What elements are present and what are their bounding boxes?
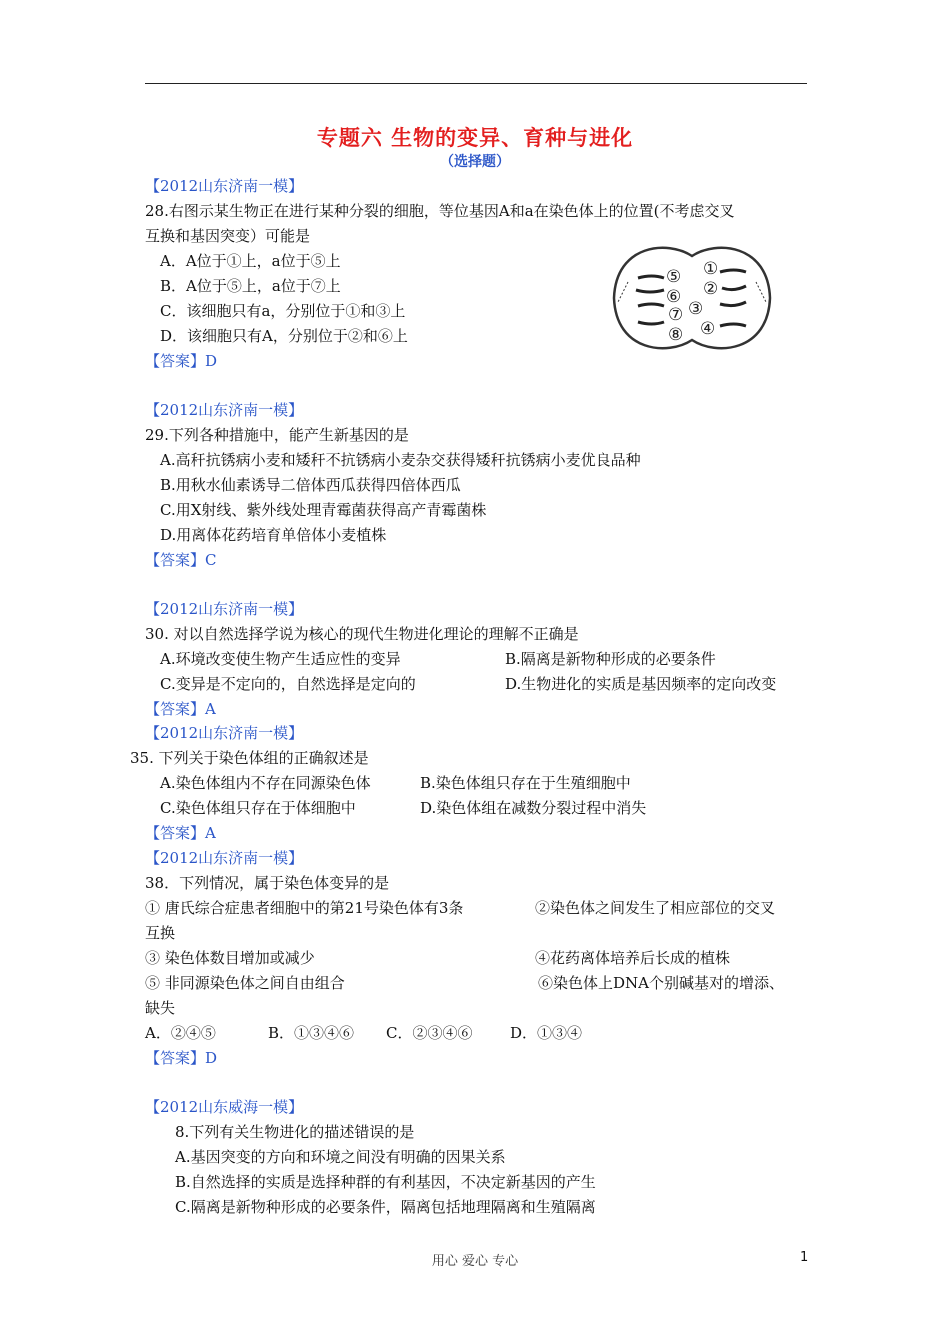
q38-item-3: ③ 染色体数目增加或减少 <box>145 949 315 967</box>
figure-label-8: ⑧ <box>668 325 684 345</box>
q38-stem: 38．下列情况，属于染色体变异的是 <box>145 874 390 892</box>
q35-option-c: C.染色体组只存在于体细胞中 <box>160 799 356 817</box>
figure-label-7: ⑦ <box>668 305 684 325</box>
q38-answer: 【答案】D <box>145 1049 218 1067</box>
q38-option-d: D．①③④ <box>510 1024 583 1042</box>
chromosome <box>638 304 664 306</box>
q35-source: 【2012山东济南一模】 <box>145 724 304 742</box>
q30-stem: 30. 对以自然选择学说为核心的现代生物进化理论的理解不正确是 <box>145 625 579 643</box>
figure-label-4: ④ <box>700 319 716 339</box>
q38-item-1: ① 唐氏综合症患者细胞中的第21号染色体有3条 <box>145 899 464 917</box>
q28-option-c: C．该细胞只有a，分别位于①和③上 <box>160 302 406 320</box>
q28-answer: 【答案】D <box>145 352 218 370</box>
q28-stem-1: 28.右图示某生物正在进行某种分裂的细胞，等位基因A和a在染色体上的位置(不考虑交叉 <box>145 202 735 220</box>
q28-option-d: D．该细胞只有A，分别位于②和⑥上 <box>160 327 408 345</box>
q8-option-a: A.基因突变的方向和环境之间没有明确的因果关系 <box>175 1148 506 1166</box>
q30-source: 【2012山东济南一模】 <box>145 600 304 618</box>
page-number: 1 <box>800 1250 809 1265</box>
q29-source: 【2012山东济南一模】 <box>145 401 304 419</box>
page-footer: 用心 爱心 专心 <box>431 1254 519 1269</box>
q8-option-b: B.自然选择的实质是选择种群的有利基因，不决定新基因的产生 <box>175 1173 596 1191</box>
figure-label-5: ⑤ <box>666 267 682 287</box>
q35-option-d: D.染色体组在减数分裂过程中消失 <box>420 799 647 817</box>
spindle-line <box>756 282 766 302</box>
page-subtitle: （选择题） <box>440 154 510 170</box>
spindle-line <box>618 282 628 302</box>
q38-option-c: C．②③④⑥ <box>386 1024 473 1042</box>
q30-option-d: D.生物进化的实质是基因频率的定向改变 <box>505 675 777 693</box>
figure-label-3: ③ <box>688 299 704 319</box>
q38-source: 【2012山东济南一模】 <box>145 849 304 867</box>
q28-source: 【2012山东济南一模】 <box>145 177 304 195</box>
q8-stem: 8.下列有关生物进化的描述错误的是 <box>175 1123 415 1141</box>
cell-division-figure <box>608 242 776 354</box>
chromosome <box>638 322 664 324</box>
q29-stem: 29.下列各种措施中，能产生新基因的是 <box>145 426 409 444</box>
chromosome <box>720 270 746 272</box>
figure-label-2: ② <box>703 279 719 299</box>
q35-stem: 35. 下列关于染色体组的正确叙述是 <box>130 749 369 767</box>
q30-answer: 【答案】A <box>145 700 216 718</box>
figure-label-6: ⑥ <box>666 287 682 307</box>
q28-stem-2: 互换和基因突变）可能是 <box>145 227 311 245</box>
q38-item-2: ②染色体之间发生了相应部位的交叉 <box>535 899 776 917</box>
chromosome <box>722 286 746 290</box>
q38-option-a: A．②④⑤ <box>145 1024 216 1042</box>
page-title: 专题六 生物的变异、育种与进化 <box>316 126 634 150</box>
q35-option-b: B.染色体组只存在于生殖细胞中 <box>420 774 631 792</box>
q29-option-d: D.用离体花药培育单倍体小麦植株 <box>160 526 387 544</box>
q29-option-a: A.高秆抗锈病小麦和矮秆不抗锈病小麦杂交获得矮秆抗锈病小麦优良品种 <box>160 451 641 469</box>
q30-option-a: A.环境改变使生物产生适应性的变异 <box>160 650 401 668</box>
chromosome <box>638 276 664 278</box>
q28-option-a: A．A位于①上，a位于⑤上 <box>160 252 341 270</box>
header-rule <box>145 83 807 84</box>
q8-source: 【2012山东威海一模】 <box>145 1098 304 1116</box>
q38-item-4: ④花药离体培养后长成的植株 <box>535 949 731 967</box>
q8-option-c: C.隔离是新物种形成的必要条件，隔离包括地理隔离和生殖隔离 <box>175 1198 596 1216</box>
q35-answer: 【答案】A <box>145 824 216 842</box>
q30-option-b: B.隔离是新物种形成的必要条件 <box>505 650 716 668</box>
cell-membrane <box>614 248 770 348</box>
q38-item-6: ⑥染色体上DNA个别碱基对的增添、 <box>538 974 784 992</box>
q38-item-6-cont: 缺失 <box>145 999 176 1017</box>
q35-option-a: A.染色体组内不存在同源染色体 <box>160 774 371 792</box>
chromosome <box>636 290 664 292</box>
q29-option-b: B.用秋水仙素诱导二倍体西瓜获得四倍体西瓜 <box>160 476 461 494</box>
q29-option-c: C.用X射线、紫外线处理青霉菌获得高产青霉菌株 <box>160 501 487 519</box>
q30-option-c: C.变异是不定向的，自然选择是定向的 <box>160 675 416 693</box>
q38-item-2-cont: 互换 <box>145 924 176 942</box>
chromosome <box>720 302 746 306</box>
q29-answer: 【答案】C <box>145 551 217 569</box>
q38-item-5: ⑤ 非同源染色体之间自由组合 <box>145 974 345 992</box>
chromosome <box>720 324 746 326</box>
q28-option-b: B．A位于⑤上，a位于⑦上 <box>160 277 341 295</box>
figure-label-1: ① <box>703 259 719 279</box>
q38-option-b: B．①③④⑥ <box>268 1024 355 1042</box>
